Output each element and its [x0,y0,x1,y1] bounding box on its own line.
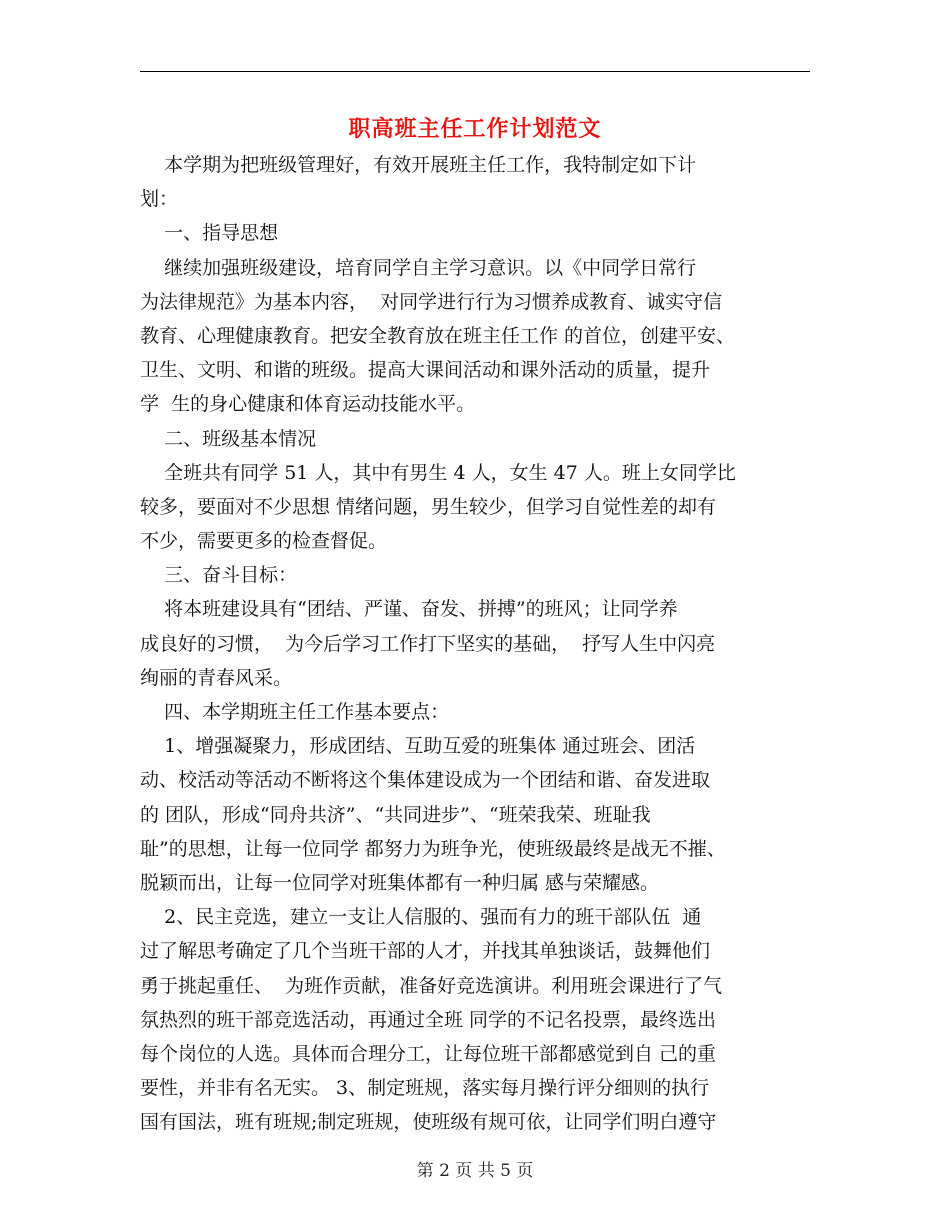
body-line: 本学期为把班级管理好，有效开展班主任工作，我特制定如下计 [140,154,697,176]
section-heading: 四、本学期班主任工作基本要点： [140,701,450,723]
body-line: 为法律规范》为基本内容， 对同学进行行为习惯养成教育、诚实守信 [140,290,723,313]
body-line: 要性，并非有名无实。 3、制定班规，落实每月操行评分细则的执行 [140,1077,710,1100]
body-line: 2、民主竞选，建立一支让人信服的、强而有力的班干部队伍 通 [140,906,702,929]
body-line: 的 团队，形成“同舟共济”、“共同进步”、“班荣我荣、班耻我 [140,803,651,826]
body-line: 动、校活动等活动不断将这个集体建设成为一个团结和谐、奋发进取 [140,769,711,792]
body-line: 继续加强班级建设，培育同学自主学习意识。以《中同学日常行 [140,256,697,279]
header-rule [140,71,810,72]
body-line: 绚丽的青春风采。 [140,666,293,689]
body-line: 划： [140,188,179,211]
body-line: 较多，要面对不少思想 情绪问题，男生较少，但学习自觉性差的却有 [140,495,717,518]
section-heading: 三、奋斗目标： [140,564,298,587]
document-title: 职高班主任工作计划范文 [348,116,602,142]
body-line: 过了解思考确定了几个当班干部的人才，并找其单独谈话，鼓舞他们 [140,940,711,963]
body-line: 脱颖而出，让每一位同学对班集体都有一种归属 感与荣耀感。 [140,871,660,894]
body-line: 成良好的习惯， 为今后学习工作打下坚实的基础， 抒写人生中闪亮 [140,632,716,655]
body-line: 不少，需要更多的检查督促。 [140,530,388,553]
section-heading: 一、指导思想 [140,222,279,245]
body-line: 学 生的身心健康和体育运动技能水平。 [140,393,476,416]
body-line: 卫生、文明、和谐的班级。提高大课间活动和课外活动的质量，提升 [140,359,711,382]
body-line: 教育、心理健康教育。把安全教育放在班主任工作 的首位，创建平安、 [140,324,736,347]
body-line: 国有国法，班有班规;制定班规，使班级有规可依，让同学们明白遵守 [140,1111,717,1134]
body-line: 氛热烈的班干部竞选活动，再通过全班 同学的不记名投票，最终选出 [140,1008,717,1031]
body-line: 每个岗位的人选。具体而合理分工，让每位班干部都感觉到自 己的重 [140,1042,717,1065]
section-heading: 二、班级基本情况 [140,427,317,450]
document-body [140,148,812,1139]
body-line: 将本班建设具有“团结、严谨、奋发、拼搏”的班风；让同学养 [140,598,678,621]
body-line: 耻”的思想，让每一位同学 都努力为班争光，使班级最终是战无不摧、 [140,837,726,860]
body-line: 勇于挑起重任、 为班作贡献，准备好竞选演讲。利用班会课进行了气 [140,974,723,997]
page-number: 第 2 页 共 5 页 [416,1161,534,1181]
body-line: 全班共有同学 51 人，其中有男生 4 人，女生 47 人。班上女同学比 [140,461,736,484]
body-line: 1、增强凝聚力，形成团结、互助互爱的班集体 通过班会、团活 [140,735,696,758]
